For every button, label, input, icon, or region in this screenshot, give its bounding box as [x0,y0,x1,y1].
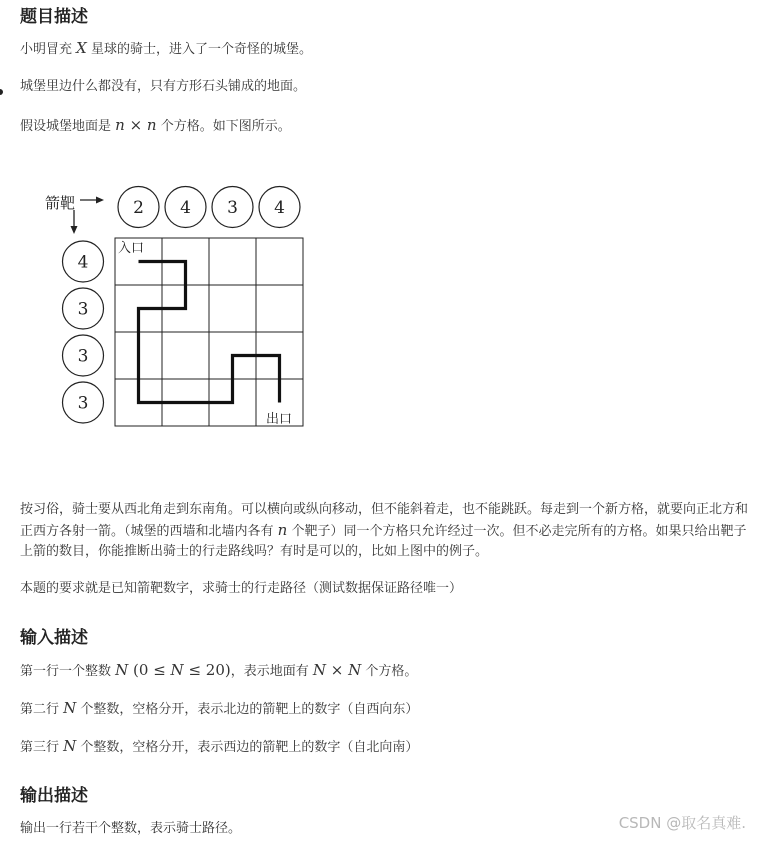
north-targets [118,187,300,228]
north-target-value-0: 2 [133,198,144,218]
paragraph-rules: 按习俗，骑士要从西北角走到东南角。可以横向或纵向移动，但不能斜着走，也不能跳跃。每走到一个新方格，就要向正北方和正西方各射一箭。（城堡的西墙和北墙内各有 n 个靶子）同一个方格只允许经过一次。但不必走完所有的方格。如果只给出靶子上箭的数目，你能推断出骑士的行走路线吗？有时是可以的，比如上图中的例子。 [20,502,749,559]
north-arrow-head [96,197,104,204]
entrance-label: 入口 [118,241,145,256]
west-target-value-1: 3 [77,299,89,320]
west-target-value-0: 4 [77,252,89,273]
north-target-value-1: 4 [180,198,191,218]
input-line-2: 第二行 N 个整数，空格分开，表示北边的箭靶上的数字（自西向东） [20,699,419,717]
target-label: 箭靶 [45,194,76,212]
paragraph-grid-size: 假设城堡地面是 n × n 个方格。如下图所示。 [20,116,291,134]
north-target-value-2: 3 [227,198,238,218]
west-targets [63,241,104,423]
exit-label: 出口 [266,412,293,427]
section-heading-output: 输出描述 [20,786,88,806]
input-line-1: 第一行一个整数 N (0 ≤ N ≤ 20)，表示地面有 N × N 个方格。 [20,661,418,679]
paragraph-knight-intro: 小明冒充 X 星球的骑士，进入了一个奇怪的城堡。 [20,39,312,57]
west-target-value-3: 3 [77,393,89,414]
sidebar-dot [0,89,3,95]
north-target-value-3: 4 [274,198,285,218]
west-target-value-2: 3 [77,346,89,367]
castle-grid-figure [40,182,315,437]
section-heading-input: 输入描述 [20,628,88,648]
input-line-3: 第三行 N 个整数，空格分开，表示西边的箭靶上的数字（自北向南） [20,737,419,755]
grid [115,238,303,426]
watermark: CSDN @取名真难. [618,814,746,832]
paragraph-castle-floor: 城堡里边什么都没有，只有方形石头铺成的地面。 [20,79,307,94]
paragraph-task: 本题的要求就是已知箭靶数字，求骑士的行走路径（测试数据保证路径唯一） [20,581,463,596]
west-arrow-head [71,226,78,234]
section-heading-description: 题目描述 [20,7,88,27]
output-line-1: 输出一行若干个整数，表示骑士路径。 [20,821,242,836]
